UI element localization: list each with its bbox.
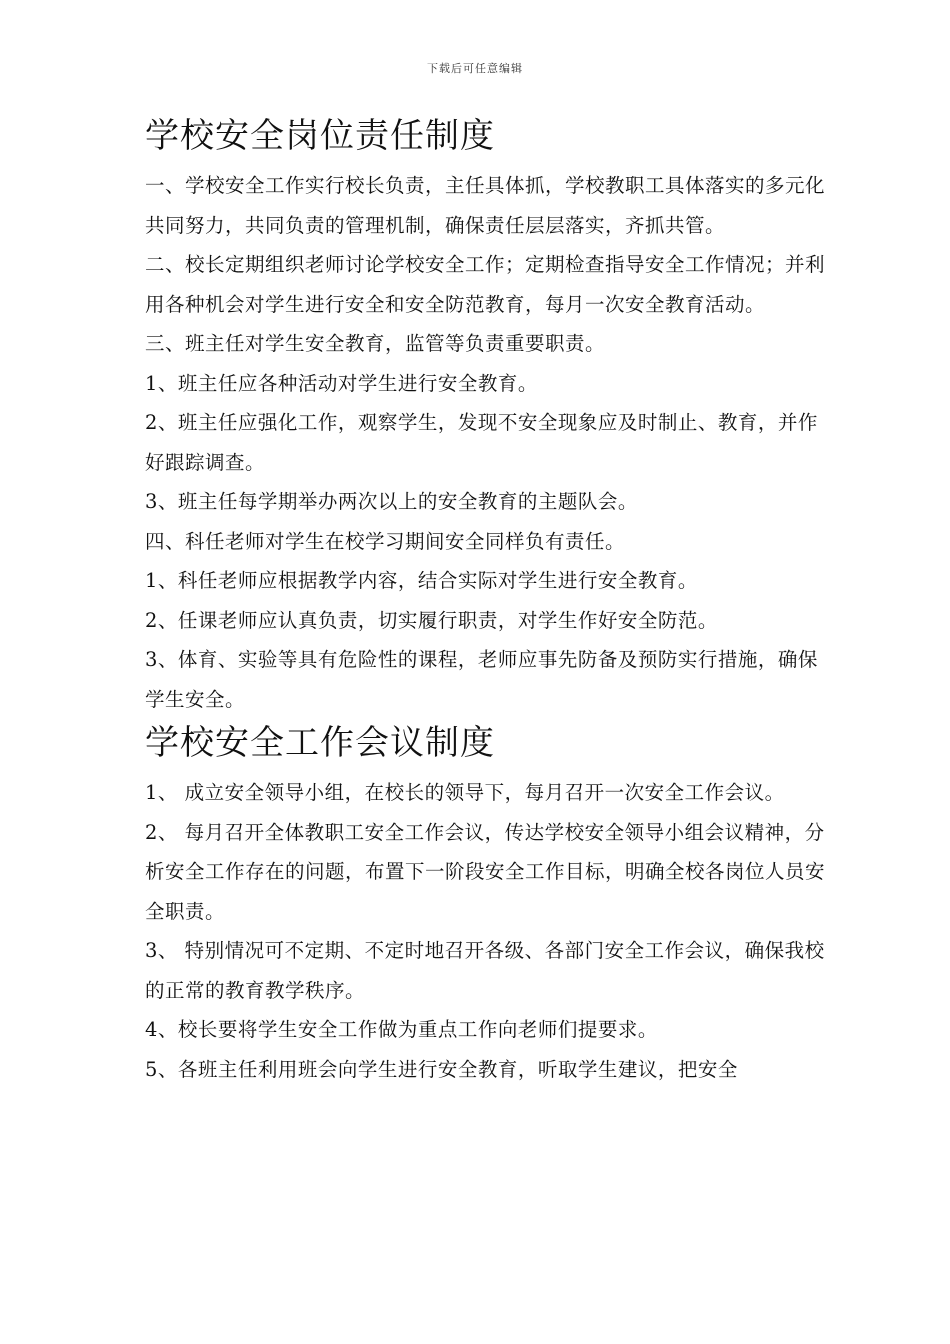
paragraph: 3、体育、实验等具有危险性的课程，老师应事先防备及预防实行措施，确保学生安全。: [145, 648, 818, 711]
paragraph: 一、学校安全工作实行校长负责，主任具体抓，学校教职工具体落实的多元化共同努力，共同负责的管理机制，确保责任层层落实，齐抓共管。: [145, 174, 826, 237]
section-title: 学校安全工作会议制度: [145, 723, 495, 763]
section-safety-responsibility: [145, 112, 825, 719]
section-safety-meeting: [145, 719, 825, 1089]
paragraph: 1、科任老师应根据教学内容，结合实际对学生进行安全教育。: [145, 569, 698, 592]
paragraph: 3、 特别情况可不定期、不定时地召开各级、各部门安全工作会议，确保我校的正常的教育教学秩序。: [145, 939, 825, 1002]
paragraph: 四、科任老师对学生在校学习期间安全同样负有责任。: [145, 529, 626, 553]
section-title: 学校安全岗位责任制度: [145, 116, 495, 156]
header-note: 下载后可任意编辑: [427, 62, 523, 75]
paragraph: 1、 成立安全领导小组，在校长的领导下，每月召开一次安全工作会议。: [145, 781, 785, 804]
paragraph: 三、班主任对学生安全教育，监管等负责重要职责。: [145, 332, 606, 355]
paragraph: 5、各班主任利用班会向学生进行安全教育，听取学生建议，把安全: [145, 1057, 738, 1081]
paragraph: 3、班主任每学期举办两次以上的安全教育的主题队会。: [145, 490, 638, 513]
paragraph: 1、班主任应各种活动对学生进行安全教育。: [145, 371, 538, 395]
paragraph: 4、校长要将学生安全工作做为重点工作向老师们提要求。: [145, 1018, 658, 1041]
paragraph: 2、 每月召开全体教职工安全工作会议，传达学校安全领导小组会议精神，分析安全工作存在的问题，布置下一阶段安全工作目标，明确全校各岗位人员安全职责。: [145, 820, 826, 923]
document-body: [145, 112, 825, 1089]
paragraph: 二、校长定期组织老师讨论学校安全工作；定期检查指导安全工作情况；并利用各种机会对学生进行安全和安全防范教育，每月一次安全教育活动。: [145, 253, 826, 316]
paragraph: 2、任课老师应认真负责，切实履行职责，对学生作好安全防范。: [145, 608, 718, 632]
paragraph: 2、班主任应强化工作，观察学生，发现不安全现象应及时制止、教育，并作好跟踪调查。: [145, 411, 818, 474]
